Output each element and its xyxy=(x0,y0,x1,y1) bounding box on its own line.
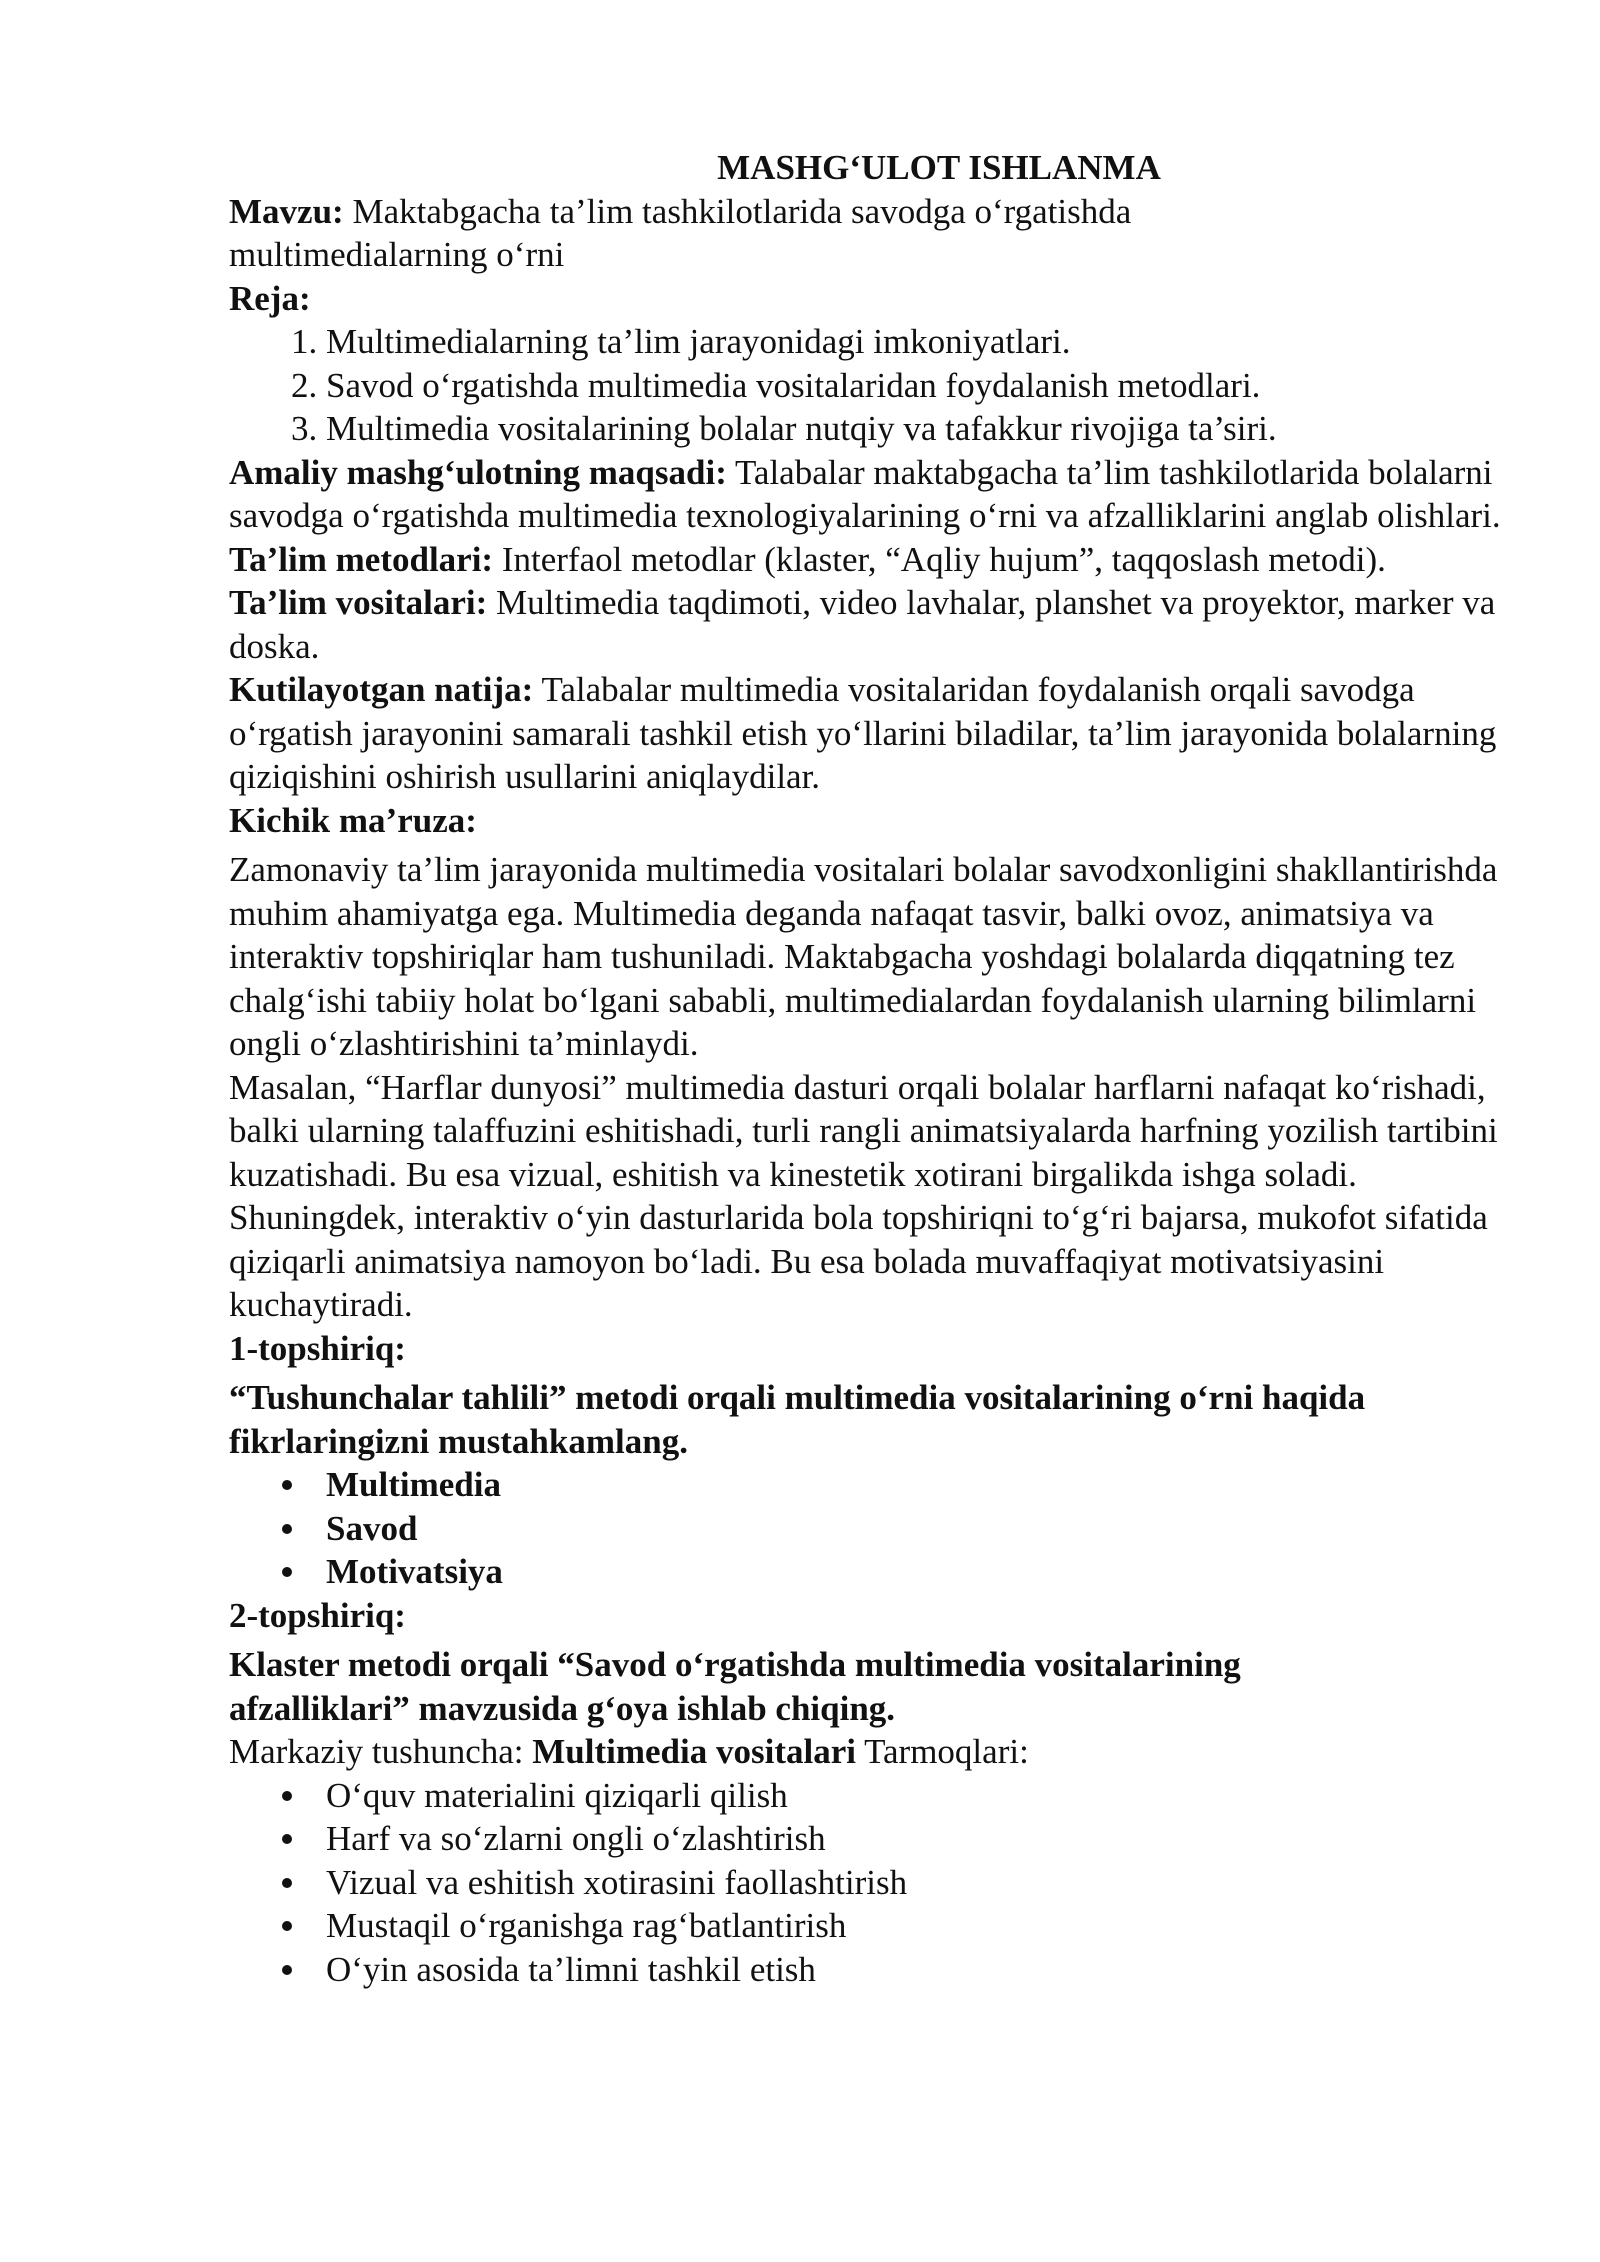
central-suffix: Tarmoqlari: xyxy=(855,1732,1029,1771)
bullet-icon xyxy=(282,1480,292,1490)
bullet-icon xyxy=(282,1524,292,1534)
tools-label: Ta’lim vositalari: xyxy=(229,583,488,622)
methods-paragraph xyxy=(229,538,1529,582)
bullet-icon xyxy=(282,1567,292,1577)
plan-item: 2. Savod o‘rgatishda multimedia vositalaridan foydalanish metodlari. xyxy=(326,364,1529,408)
plan-list xyxy=(229,320,1529,451)
central-concept xyxy=(229,1730,1529,1774)
list-item: Vizual va eshitish xotirasini faollashtirish xyxy=(326,1861,1529,1905)
list-item: O‘quv materialini qiziqarli qilish xyxy=(326,1774,1529,1818)
central-prefix: Markaziy tushuncha: xyxy=(229,1732,533,1771)
plan-item: 1. Multimedialarning ta’lim jarayonidagi imkoniyatlari. xyxy=(326,320,1529,364)
task2-label: 2-topshiriq: xyxy=(229,1595,406,1635)
task1-text: “Tushunchalar tahlili” metodi orqali multimedia vositalarining o‘rni haqida fikrlaringizni mustahkamlang. xyxy=(229,1378,1366,1461)
document-title: MASHG‘ULOT ISHLANMA xyxy=(717,148,1161,187)
list-item: Savod xyxy=(326,1507,1529,1551)
topic-label: Mavzu: xyxy=(229,191,344,231)
result-label: Kutilayotgan natija: xyxy=(229,670,534,709)
bullet-icon xyxy=(282,1965,292,1975)
plan-item: 3. Multimedia vositalarining bolalar nutqiy va tafakkur rivojiga ta’siri. xyxy=(326,407,1529,451)
bullet-icon xyxy=(282,1791,292,1801)
methods-text: Interfaol metodlar (klaster, “Aqliy hujum”, taqqoslash metodi). xyxy=(493,539,1386,579)
result-text: Talabalar multimedia vositalaridan foydalanish orqali savodga o‘rgatish jarayonini samarali tashkil etish yo‘llarini biladilar, ta’lim jarayonida bolalarning qiziqishini oshirish usullarini aniqlaydilar. xyxy=(229,670,1497,796)
methods-label: Ta’lim metodlari: xyxy=(229,539,494,579)
task1-label: 1-topshiriq: xyxy=(229,1328,406,1368)
lecture-label: Kichik ma’ruza: xyxy=(229,800,477,840)
lecture-paragraph: Masalan, “Harflar dunyosi” multimedia dasturi orqali bolalar harflarni nafaqat ko‘rishadi, balki ularning talaffuzini eshitishadi, turli rangli animatsiyalarda harfning yozilish tartibini kuzatishadi. Bu esa vizual, eshitish va kinestetik xotirani birgalikda ishga soladi. xyxy=(229,1067,1498,1194)
topic-paragraph xyxy=(229,190,1529,277)
tools-text: Multimedia taqdimoti, video lavhalar, planshet va proyektor, marker va doska. xyxy=(229,583,1496,666)
bullet-icon xyxy=(282,1921,292,1931)
goal-text: Talabalar maktabgacha ta’lim tashkilotlarida bolalarni savodga o‘rgatishda multimedia texnologiyalarining o‘rni va afzalliklarini anglab olishlari. xyxy=(229,452,1501,535)
bullet-icon xyxy=(282,1878,292,1888)
list-item: Motivatsiya xyxy=(326,1550,1529,1594)
central-bold: Multimedia vositalari xyxy=(532,1732,856,1771)
lecture-paragraph: Zamonaviy ta’lim jarayonida multimedia vositalari bolalar savodxonligini shakllantirishda muhim ahamiyatga ega. Multimedia deganda nafaqat tasvir, balki ovoz, animatsiya va interaktiv topshiriqlar ham tushuniladi. Maktabgacha yoshdagi bolalarda diqqatning tez chalg‘ishi tabiiy holat bo‘lgani sababli, multimedialardan foydalanish ularning bilimlarni ongli o‘zlashtirishini ta’minlaydi. xyxy=(229,850,1498,1063)
document-page xyxy=(229,146,1529,1991)
task2-text: Klaster metodi orqali “Savod o‘rgatishda multimedia vositalarining afzalliklari” mavzusida g‘oya ishlab chiqing. xyxy=(229,1645,1241,1728)
task2-list xyxy=(229,1774,1529,1992)
tools-paragraph xyxy=(229,581,1529,668)
list-item: Multimedia xyxy=(326,1463,1529,1507)
bullet-icon xyxy=(282,1834,292,1844)
plan-label: Reja: xyxy=(229,278,311,318)
result-paragraph xyxy=(229,668,1529,799)
lecture-paragraph: Shuningdek, interaktiv o‘yin dasturlarida bola topshiriqni to‘g‘ri bajarsa, mukofot sifatida qiziqarli animatsiya namoyon bo‘ladi. Bu esa bolada muvaffaqiyat motivatsiyasini kuchaytiradi. xyxy=(229,1198,1488,1324)
goal-paragraph xyxy=(229,451,1529,538)
list-item: Mustaqil o‘rganishga rag‘batlantirish xyxy=(326,1904,1529,1948)
task1-list xyxy=(229,1463,1529,1594)
goal-label: Amaliy mashg‘ulotning maqsadi: xyxy=(229,452,727,492)
list-item: O‘yin asosida ta’limni tashkil etish xyxy=(326,1948,1529,1992)
list-item: Harf va so‘zlarni ongli o‘zlashtirish xyxy=(326,1817,1529,1861)
topic-text: Maktabgacha ta’lim tashkilotlarida savodga o‘rgatishda multimedialarning o‘rni xyxy=(229,191,1132,274)
